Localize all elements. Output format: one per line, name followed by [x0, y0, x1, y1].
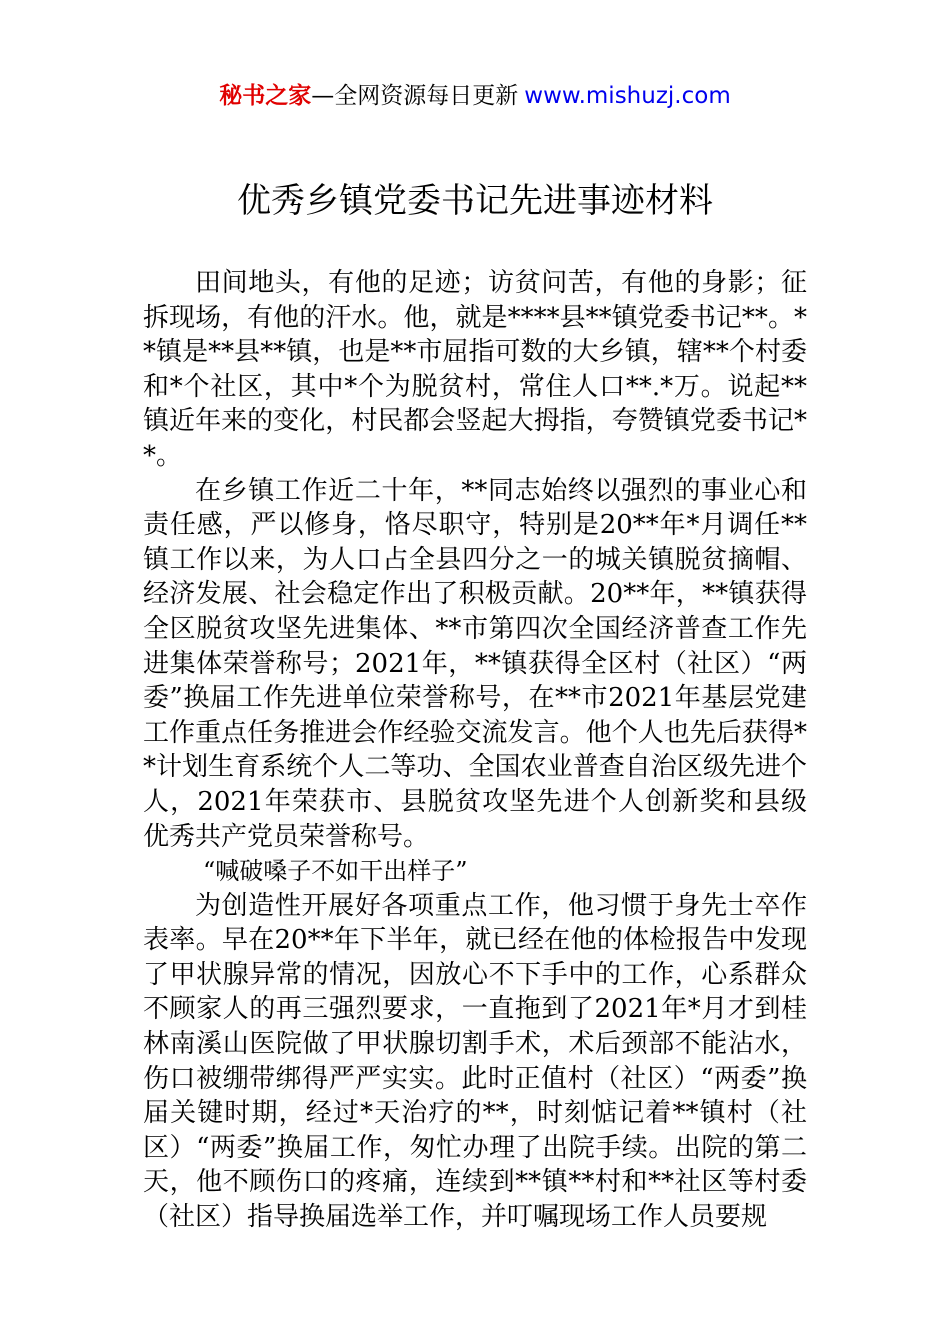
brand-name: 秘书之家	[219, 83, 312, 109]
paragraph-career: 在乡镇工作近二十年，**同志始终以强烈的事业心和责任感，严以修身，恪尽职守，特别是20**年*月调任**镇工作以来，为人口占全县四分之一的城关镇脱贫摘帽、经济发展、社会稳定作出了积极贡献。20**年，**镇获得全区脱贫攻坚先进集体、**市第四次全国经济普查工作先进集体荣誉称号；2021年，**镇获得全区村（社区）“两委”换届工作先进单位荣誉称号，在**市2021年基层党建工作重点任务推进会作经验交流发言。他个人也先后获得**计划生育系统个人二等功、全国农业普查自治区级先进个人，2021年荣获市、县脱贫攻坚先进个人创新奖和县级优秀共产党员荣誉称号。	[143, 475, 807, 852]
site-url[interactable]: www.mishuzj.com	[524, 83, 731, 109]
document-title: 优秀乡镇党委书记先进事迹材料	[237, 181, 713, 221]
site-header	[0, 80, 950, 112]
paragraph-example: 为创造性开展好各项重点工作，他习惯于身先士卒作表率。早在20**年下半年，就已经在他的体检报告中发现了甲状腺异常的情况，因放心不下手中的工作，心系群众不顾家人的再三强烈要求，一直拖到了2021年*月才到桂林南溪山医院做了甲状腺切割手术，术后颈部不能沾水，伤口被绷带绑得严严实实。此时正值村（社区）“两委”换届关键时期，经过*天治疗的**，时刻惦记着**镇村（社区）“两委”换届工作，匆忙办理了出院手续。出院的第二天，他不顾伤口的疼痛，连续到**镇**村和**社区等村委（社区）指导换届选举工作，并叮嘱现场工作人员要规	[143, 890, 807, 1233]
header-slogan: —全网资源每日更新	[311, 83, 519, 109]
section-subheading: “喊破嗓子不如干出样子”	[203, 857, 468, 886]
document-body	[143, 266, 807, 1235]
paragraph-intro: 田间地头，有他的足迹；访贫问苦，有他的身影；征拆现场，有他的汗水。他，就是****县**镇党委书记**。**镇是**县**镇，也是**市屈指可数的大乡镇，辖**个村委和*个社区，其中*个为脱贫村，常住人口**.*万。说起**镇近年来的变化，村民都会竖起大拇指，夸赞镇党委书记**。	[143, 268, 807, 471]
